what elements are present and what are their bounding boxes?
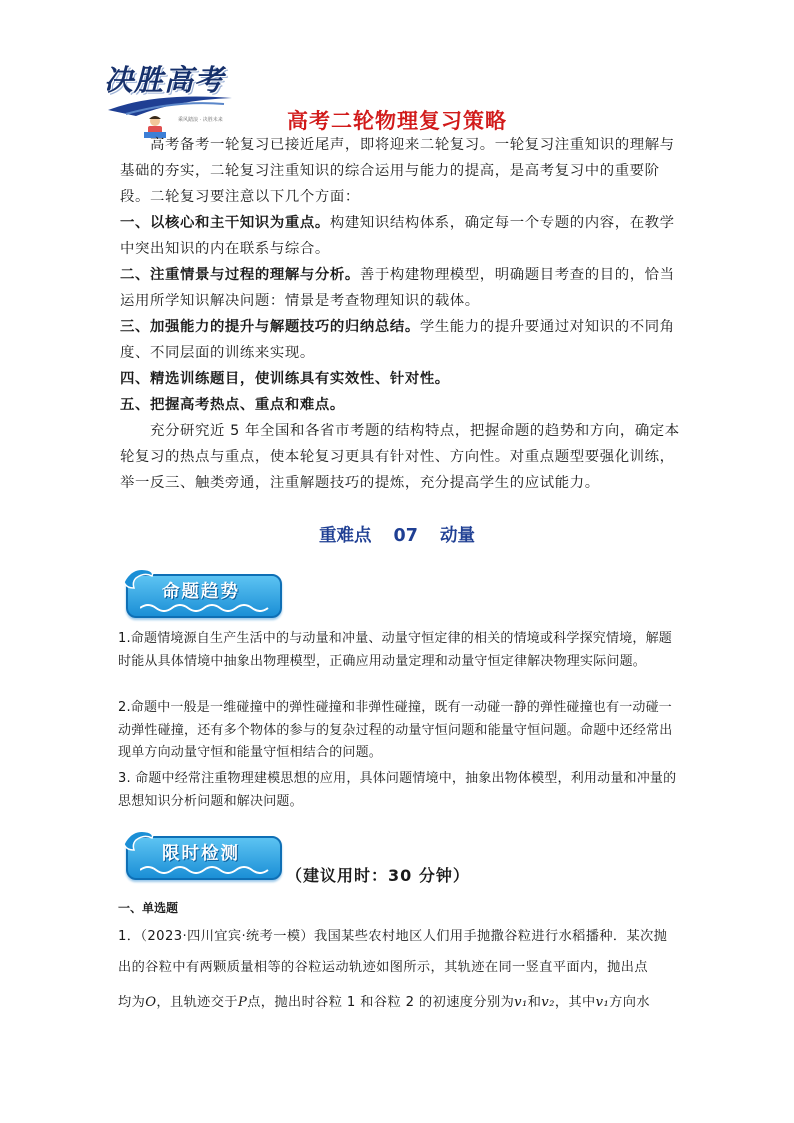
problem-line-3 [118,991,686,1010]
point-3 [120,314,680,366]
section-title: 重难点 07 动量 [318,526,476,546]
intro-paragraph: 高考备考一轮复习已接近尾声，即将迎来二轮复习。一轮复习注重知识的理解与基础的夯实，二轮复习注重知识的综合运用与能力的提高，是高考复习中的重要阶段。二轮复习要注意以下几个方面： [120,137,675,205]
page-title: 高考二轮物理复习策略 [287,109,507,133]
logo-subtitle: 乘风踏浪 · 决胜未来 [178,117,223,123]
wave-decoration-icon [140,600,270,612]
closing-paragraph: 充分研究近 5 年全国和各省市考题的结构特点，把握命题的趋势和方向，确定本轮复习的热点与重点，使本轮复习更具有针对性、方向性。对重点题型要强化训练，举一反三、触类旁通，注重解题技巧的提炼，充分提高学生的应试能力。 [120,423,680,491]
point-3-text: 学生能力的提升要通过对知识的不同角度、不同层面的训练来实现。 [120,319,675,361]
var-v2: v₂ [541,995,555,1010]
banner-trends [122,564,282,620]
problem-text: 方向水 [609,995,650,1010]
logo-text: 决胜高考 [104,63,225,97]
dolphin-icon [122,826,156,854]
point-3-lead: 三、加强能力的提升与解题技巧的归纳总结。 [120,319,420,335]
var-v1: v₁ [514,995,528,1010]
banner-trends-label: 命题趋势 [162,582,240,602]
problem-text: 均为 [118,995,146,1010]
point-1-lead: 一、以核心和主干知识为重点。 [120,215,330,231]
point-1-text: 构建知识结构体系，确定每一个专题的内容，在教学中突出知识的内在联系与综合。 [120,215,675,257]
point-2-text: 善于构建物理模型，明确题目考查的目的，恰当运用所学知识解决问题：情景是考查物理知识的载体。 [120,267,675,309]
problem-line-2: 出的谷粒中有两颗质量相等的谷粒运动轨迹如图所示，其轨迹在同一竖直平面内，抛出点 [118,960,648,975]
point-4 [120,366,680,392]
var-o: O [145,995,157,1010]
dolphin-icon [122,564,156,592]
question-category: 一、单选题 [118,901,179,915]
point-5-lead: 五、把握高考热点、重点和难点。 [120,397,345,413]
suggested-time: （建议用时：30 分钟） [286,866,470,885]
problem-text: 和 [527,995,542,1010]
point-4-lead: 四、精选训练题目，使训练具有实效性、针对性。 [120,371,450,387]
point-2-lead: 二、注重情景与过程的理解与分析。 [120,267,360,283]
wave-decoration-icon [140,862,270,874]
point-5 [120,392,680,418]
problem-text: ，且轨迹交于 [156,995,238,1010]
trend-1: 1.命题情境源自生产生活中的与动量和冲量、动量守恒定律的相关的情境或科学探究情境，解题时能从具体情境中抽象出物理模型，正确应用动量定理和动量守恒定律解决物理实际问题。 [118,631,673,669]
trend-2: 2.命题中一般是一维碰撞中的弹性碰撞和非弹性碰撞，既有一动碰一静的弹性碰撞也有一动碰一动弹性碰撞，还有多个物体的参与的复杂过程的动量守恒问题和能量守恒问题。命题中还经常出现单方向动量守恒和能量守恒相结合的问题。 [118,700,673,760]
var-p: P [237,995,248,1010]
problem-text: 点，抛出时谷粒 1 和谷粒 2 的初速度分别为 [247,995,515,1010]
point-2 [120,262,680,314]
point-1 [120,210,680,262]
problem-text: ，其中 [554,995,596,1010]
banner-timed-test [122,826,282,882]
banner-timed-test-label: 限时检测 [162,844,240,864]
var-v1: v₁ [595,995,610,1010]
problem-line-1: 1．（2023·四川宜宾·统考一模）我国某些农村地区人们用手抛撒谷粒进行水稻播种．某次抛 [118,929,668,944]
trend-3: 3. 命题中经常注重物理建模思想的应用，具体问题情境中，抽象出物体模型，利用动量和冲量的思想知识分析问题和解决问题。 [118,771,677,809]
